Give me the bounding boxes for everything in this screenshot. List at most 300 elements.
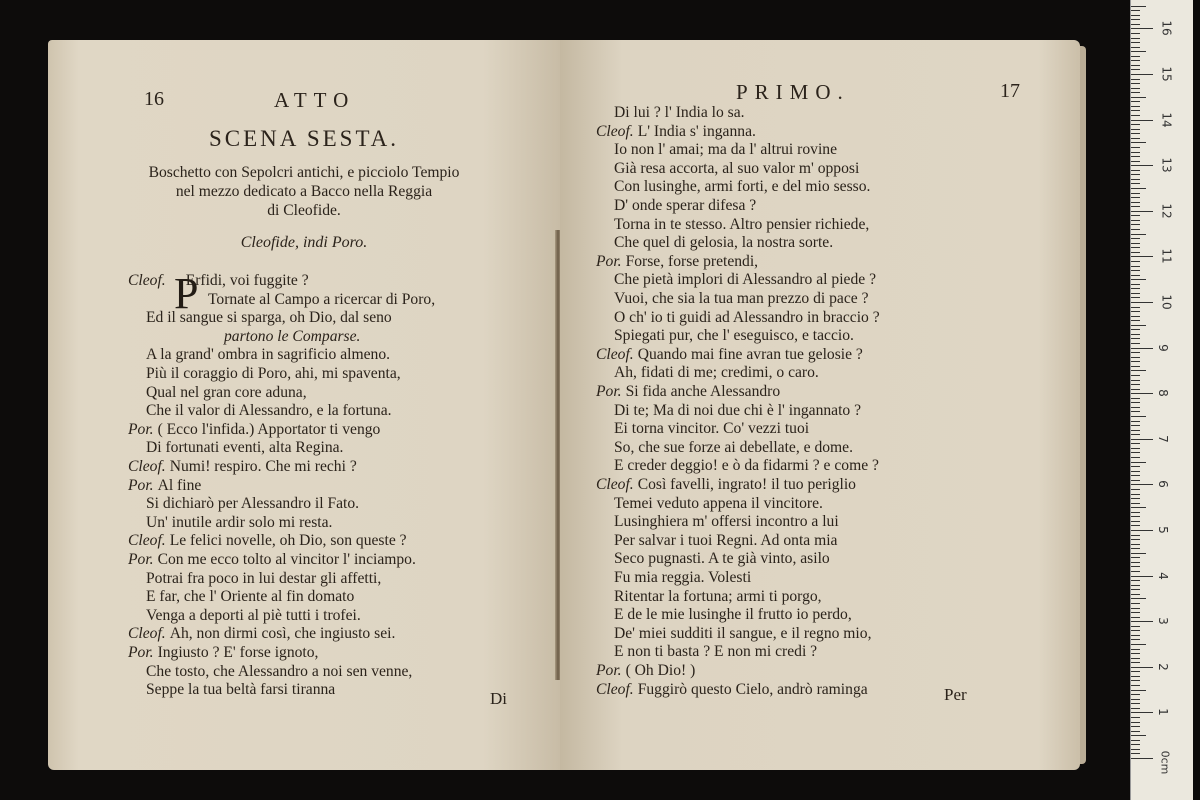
verse-text: Seco pugnasti. A te già vinto, asilo	[614, 550, 830, 568]
ruler-number: 2	[1155, 662, 1170, 671]
ruler-tick	[1131, 366, 1140, 367]
left-verse-line	[128, 495, 359, 514]
left-verse-line	[128, 458, 357, 477]
verse-text: Ah, fidati di me; credimi, o caro.	[614, 364, 819, 382]
left-verse-line	[128, 625, 395, 644]
ruler-tick	[1131, 348, 1153, 349]
ruler-tick	[1131, 106, 1140, 107]
ruler-tick	[1131, 56, 1140, 57]
ruler-tick	[1131, 544, 1140, 545]
ruler-tick	[1131, 699, 1140, 700]
scene-title: SCENA SESTA.	[208, 126, 400, 151]
right-verse-line	[596, 346, 863, 365]
verse-text: Tornate al Campo a ricercar di Poro,	[208, 290, 436, 308]
right-verse-line	[596, 643, 817, 662]
ruler-tick	[1131, 202, 1140, 203]
left-verse-line	[128, 514, 332, 533]
ruler-tick	[1131, 580, 1140, 581]
character-list: Cleofide, indi Poro.	[240, 234, 368, 251]
ruler-tick	[1131, 525, 1140, 526]
speaker-label: Cleof.	[128, 458, 166, 475]
left-verse-line	[128, 663, 412, 682]
ruler-tick	[1131, 24, 1140, 25]
verse-text: Venga a deporti al piè tutti i trofei.	[146, 606, 361, 624]
stage-direction-line-2: nel mezzo dedicato a Bacco nella Reggia	[175, 183, 433, 200]
right-verse-line	[596, 383, 780, 402]
ruler-tick	[1131, 110, 1140, 111]
ruler-tick	[1131, 425, 1140, 426]
right-verse-line	[596, 457, 879, 476]
ruler-tick	[1131, 411, 1140, 412]
ruler-tick	[1131, 252, 1140, 253]
verse-text: Di fortunati eventi, alta Regina.	[146, 439, 344, 457]
right-verse-line	[596, 271, 876, 290]
ruler-number: 8	[1155, 389, 1170, 398]
ruler-tick	[1131, 603, 1140, 604]
ruler-tick	[1131, 120, 1153, 121]
verse-text: Per salvar i tuoi Regni. Ad onta mia	[614, 531, 838, 549]
right-verse-line	[596, 123, 756, 142]
ruler-tick	[1131, 261, 1140, 262]
verse-text: Di lui ? l' India lo sa.	[614, 104, 745, 121]
ruler-tick	[1131, 334, 1140, 335]
ruler-tick	[1131, 439, 1153, 440]
verse-text: E creder deggio! e ò da fidarmi ? e come ?	[614, 457, 879, 475]
verse-text: Di te; Ma di noi due chi è l' ingannato ?	[614, 401, 862, 419]
ruler-tick	[1131, 170, 1140, 171]
ruler-tick	[1131, 635, 1140, 636]
left-verse-line	[128, 588, 354, 607]
left-verse-line	[128, 439, 343, 458]
ruler-tick	[1131, 507, 1146, 508]
ruler-tick	[1131, 498, 1140, 499]
ruler-tick	[1131, 662, 1140, 663]
ruler-tick	[1131, 19, 1140, 20]
ruler-tick	[1131, 589, 1140, 590]
ruler-tick	[1131, 270, 1140, 271]
speaker-label: Por.	[128, 551, 154, 568]
speaker-label: Cleof.	[128, 625, 166, 643]
ruler-tick	[1131, 402, 1140, 403]
ruler-tick	[1131, 384, 1140, 385]
ruler-tick	[1131, 42, 1140, 43]
right-verse-line	[596, 197, 756, 216]
speaker-label: Cleof.	[596, 680, 634, 698]
left-page	[48, 40, 560, 770]
verse-text: Ah, non dirmi così, che ingiusto sei.	[169, 625, 396, 643]
speaker-label: Por.	[128, 644, 154, 661]
ruler-tick	[1131, 60, 1140, 61]
ruler-tick	[1131, 247, 1140, 248]
ruler-number: 13	[1159, 157, 1174, 173]
ruler-tick	[1131, 557, 1140, 558]
catchword-right: Per	[944, 685, 967, 704]
ruler-tick	[1131, 211, 1153, 212]
right-verse-line	[596, 495, 823, 514]
ruler-tick	[1131, 6, 1146, 7]
ruler-tick	[1131, 343, 1140, 344]
ruler-tick	[1131, 188, 1146, 189]
left-verse-line	[128, 570, 381, 589]
ruler-tick	[1131, 430, 1140, 431]
verse-text: So, che sue forze ai debellate, e dome.	[614, 438, 854, 456]
verse-text: Ed il sangue si sparga, oh Dio, dal seno	[146, 309, 392, 327]
ruler-tick	[1131, 407, 1140, 408]
ruler-number: 15	[1159, 66, 1174, 82]
ruler-tick	[1131, 680, 1140, 681]
verse-text: Forse, forse pretendi,	[625, 252, 759, 270]
ruler-tick	[1131, 293, 1140, 294]
ruler-number: 1	[1155, 708, 1170, 717]
right-verse-line	[596, 327, 854, 346]
left-verse-line	[128, 346, 390, 365]
left-verse-line	[128, 309, 392, 328]
speaker-label: Por.	[128, 420, 154, 438]
ruler-tick	[1131, 612, 1140, 613]
ruler-tick	[1131, 174, 1140, 175]
ruler-tick	[1131, 124, 1140, 125]
verse-text: Vuoi, che sia la tua man prezzo di pace ?	[614, 290, 869, 307]
left-verse-line	[128, 291, 435, 310]
verse-text: Le felici novelle, oh Dio, son queste ?	[169, 532, 407, 550]
ruler-tick	[1131, 234, 1146, 235]
right-verse-line	[596, 141, 837, 160]
left-verse-line	[128, 328, 360, 347]
ruler-tick	[1131, 621, 1153, 622]
ruler-tick	[1131, 475, 1140, 476]
ruler-tick	[1131, 197, 1140, 198]
ruler-tick	[1131, 462, 1146, 463]
ruler-tick	[1131, 370, 1146, 371]
ruler-tick	[1131, 10, 1140, 11]
ruler-tick	[1131, 179, 1140, 180]
right-verse-line	[596, 625, 871, 644]
ruler-tick	[1131, 562, 1140, 563]
ruler-tick	[1131, 297, 1140, 298]
speaker-label: Por.	[596, 662, 622, 679]
ruler-tick	[1131, 97, 1146, 98]
ruler-number: 12	[1159, 203, 1174, 219]
ruler-tick	[1131, 521, 1140, 522]
ruler-tick	[1131, 338, 1140, 339]
ruler-tick	[1131, 65, 1140, 66]
right-verse-line	[596, 569, 751, 588]
speaker-label: Cleof.	[596, 476, 634, 493]
verse-text: Seppe la tua beltà farsi tiranna	[146, 681, 336, 699]
ruler-tick	[1131, 361, 1140, 362]
ruler-tick	[1131, 183, 1140, 184]
ruler-tick	[1131, 47, 1140, 48]
right-verse-line	[596, 513, 839, 532]
right-verse-line	[596, 216, 869, 235]
verse-text: Qual nel gran core aduna,	[146, 383, 307, 401]
ruler-tick	[1131, 275, 1140, 276]
ruler-tick	[1131, 224, 1140, 225]
ruler-tick	[1131, 284, 1140, 285]
right-verse-line	[596, 402, 861, 421]
ruler-tick	[1131, 758, 1153, 759]
ruler-tick	[1131, 617, 1140, 618]
ruler-tick	[1131, 630, 1140, 631]
verse-text: Con me ecco tolto al vincitor l' inciampo.	[157, 551, 416, 568]
verse-text: Erfidi, voi fuggite ?	[185, 272, 309, 289]
ruler-tick	[1131, 279, 1146, 280]
ruler-tick	[1131, 471, 1140, 472]
right-verse-line	[596, 364, 819, 383]
ruler-tick	[1131, 594, 1140, 595]
verse-text: O ch' io ti guidi ad Alessandro in braccio ?	[614, 308, 880, 326]
ruler-tick	[1131, 717, 1140, 718]
ruler-number: 16	[1159, 20, 1174, 37]
ruler-tick	[1131, 38, 1140, 39]
ruler-tick	[1131, 352, 1140, 353]
ruler-tick	[1131, 311, 1140, 312]
page-number-right: 17	[1000, 80, 1020, 102]
ruler-tick	[1131, 416, 1146, 417]
verse-text: Torna in te stesso. Altro pensier richiede,	[614, 215, 870, 233]
ruler-tick	[1131, 480, 1140, 481]
right-verse-line	[596, 588, 822, 607]
ruler-tick	[1131, 749, 1140, 750]
ruler-tick	[1131, 156, 1140, 157]
ruler-tick	[1131, 238, 1140, 239]
ruler-tick	[1131, 74, 1153, 75]
verse-text: A la grand' ombra in sagrificio almeno.	[146, 346, 391, 364]
ruler-tick	[1131, 320, 1140, 321]
ruler-tick	[1131, 220, 1140, 221]
speaker-label: Cleof.	[128, 272, 166, 289]
verse-text: ( Oh Dio! )	[625, 662, 696, 679]
ruler-tick	[1131, 389, 1140, 390]
measuring-ruler	[1130, 0, 1193, 800]
left-verse-line	[128, 272, 309, 291]
right-verse-line	[596, 309, 880, 328]
speaker-label: Cleof.	[596, 345, 634, 363]
running-head-right: PRIMO.	[736, 80, 850, 104]
ruler-tick	[1131, 694, 1140, 695]
ruler-tick	[1131, 92, 1140, 93]
ruler-tick	[1131, 571, 1140, 572]
ruler-tick	[1131, 69, 1140, 70]
ruler-tick	[1131, 443, 1140, 444]
ruler-number: 4	[1155, 571, 1170, 580]
ruler-tick	[1131, 375, 1140, 376]
ruler-tick	[1131, 307, 1140, 308]
ruler-tick	[1131, 489, 1140, 490]
verse-text: L' India s' inganna.	[637, 122, 756, 140]
ruler-tick	[1131, 115, 1140, 116]
ruler-tick	[1131, 639, 1140, 640]
left-verse-line	[128, 644, 318, 663]
catchword-left: Di	[490, 689, 507, 708]
stage-direction-line-1: Boschetto con Sepolcri antichi, e picciolo Tempio	[148, 164, 460, 181]
left-verse-line	[128, 681, 335, 700]
right-verse-line	[596, 234, 833, 253]
ruler-tick	[1131, 325, 1146, 326]
right-verse-line	[596, 290, 869, 309]
right-verse-line	[596, 439, 853, 458]
ruler-tick	[1131, 626, 1140, 627]
ruler-number: 14	[1159, 111, 1174, 128]
verse-text: partono le Comparse.	[224, 327, 361, 345]
right-verse-line	[596, 606, 852, 625]
left-verse-line	[128, 384, 307, 403]
ruler-tick	[1131, 152, 1140, 153]
ruler-tick	[1131, 15, 1140, 16]
ruler-tick	[1131, 535, 1140, 536]
ruler-tick	[1131, 302, 1153, 303]
verse-text: Che tosto, che Alessandro a noi sen venne,	[146, 662, 413, 680]
page-number-left: 16	[144, 88, 164, 110]
verse-text: Che il valor di Alessandro, e la fortuna.	[146, 402, 392, 420]
verse-text: Potrai fra poco in lui destar gli affetti,	[146, 569, 382, 587]
right-verse-line	[596, 104, 745, 123]
ruler-tick	[1131, 548, 1140, 549]
ruler-number: 11	[1159, 248, 1174, 265]
ruler-tick	[1131, 744, 1140, 745]
ruler-tick	[1131, 142, 1146, 143]
ruler-tick	[1131, 206, 1140, 207]
right-verse-line	[596, 160, 859, 179]
right-verse-line	[596, 662, 695, 681]
ruler-number: 6	[1155, 480, 1170, 489]
ruler-tick	[1131, 671, 1140, 672]
right-verse-line	[596, 253, 758, 272]
ruler-tick	[1131, 133, 1140, 134]
ruler-tick	[1131, 494, 1140, 495]
verse-text: Io non l' amai; ma da l' altrui rovine	[614, 141, 838, 159]
ruler-tick	[1131, 753, 1140, 754]
left-verse-line	[128, 365, 401, 384]
verse-text: Che quel di gelosia, la nostra sorte.	[614, 234, 834, 252]
ruler-tick	[1131, 608, 1140, 609]
ruler-tick	[1131, 101, 1140, 102]
ruler-tick	[1131, 147, 1140, 148]
verse-text: E de le mie lusinghe il frutto io perdo,	[614, 606, 852, 624]
ruler-tick	[1131, 256, 1153, 257]
right-verse-line	[596, 532, 837, 551]
ruler-number: 9	[1155, 343, 1170, 352]
right-verse-line	[596, 550, 830, 569]
left-verse-line	[128, 551, 416, 570]
ruler-tick	[1131, 329, 1140, 330]
ruler-tick	[1131, 653, 1140, 654]
verse-text: D' onde sperar difesa ?	[614, 197, 757, 214]
speaker-label: Por.	[596, 252, 622, 270]
right-verse-line	[596, 476, 856, 495]
verse-text: Un' inutile ardir solo mi resta.	[146, 513, 333, 531]
ruler-tick	[1131, 452, 1140, 453]
ruler-tick	[1131, 266, 1140, 267]
ruler-tick	[1131, 644, 1146, 645]
ruler-tick	[1131, 685, 1140, 686]
verse-text: Così favelli, ingrato! il tuo periglio	[637, 476, 856, 493]
left-verse-line	[128, 402, 392, 421]
ruler-tick	[1131, 288, 1140, 289]
ruler-tick	[1131, 215, 1140, 216]
ruler-tick	[1131, 585, 1140, 586]
drop-cap: P	[174, 269, 199, 318]
ruler-tick	[1131, 516, 1140, 517]
right-verse-line	[596, 178, 870, 197]
ruler-tick	[1131, 726, 1140, 727]
verse-text: Lusinghiera m' offersi incontro a lui	[614, 513, 839, 531]
running-head-left: ATTO	[274, 88, 356, 112]
verse-text: Ritentar la fortuna; armi ti porgo,	[614, 587, 822, 605]
ruler-tick	[1131, 448, 1140, 449]
ruler-tick	[1131, 530, 1153, 531]
ruler-tick	[1131, 165, 1153, 166]
verse-text: Spiegati pur, che l' eseguisco, e taccio.	[614, 327, 854, 345]
ruler-number: 7	[1155, 434, 1170, 443]
ruler-number: 10	[1159, 294, 1174, 310]
verse-text: Che pietà implori di Alessandro al piede ?	[614, 271, 876, 289]
ruler-tick	[1131, 243, 1140, 244]
ruler-tick	[1131, 740, 1140, 741]
ruler-tick	[1131, 690, 1146, 691]
ruler-tick	[1131, 466, 1140, 467]
ruler-tick	[1131, 33, 1140, 34]
right-verse-line	[596, 681, 868, 700]
verse-text: Con lusinghe, armi forti, e del mio sesso.	[614, 178, 871, 196]
ruler-tick	[1131, 649, 1140, 650]
ruler-tick	[1131, 28, 1153, 29]
ruler-tick	[1131, 229, 1140, 230]
ruler-tick	[1131, 566, 1140, 567]
verse-text: Si dichiarò per Alessandro il Fato.	[146, 495, 360, 513]
ruler-tick	[1131, 731, 1140, 732]
speaker-label: Por.	[128, 476, 154, 494]
verse-text: Quando mai fine avran tue gelosie ?	[637, 345, 863, 363]
ruler-tick	[1131, 503, 1140, 504]
ruler-tick	[1131, 576, 1153, 577]
ruler-tick	[1131, 316, 1140, 317]
ruler-number: 5	[1155, 526, 1170, 534]
ruler-tick	[1131, 193, 1140, 194]
verse-text: Temei veduto appena il vincitore.	[614, 494, 823, 512]
left-verse-line	[128, 532, 407, 551]
ruler-tick	[1131, 88, 1140, 89]
left-verse-line	[128, 421, 380, 440]
left-verse-line	[128, 477, 201, 496]
verse-text: Più il coraggio di Poro, ahi, mi spaventa,	[146, 365, 401, 382]
verse-text: Fuggirò questo Cielo, andrò raminga	[637, 680, 868, 698]
ruler-tick	[1131, 51, 1146, 52]
verse-text: E far, che l' Oriente al fin domato	[146, 588, 355, 606]
ruler-tick	[1131, 553, 1146, 554]
ruler-tick	[1131, 393, 1153, 394]
verse-text: Si fida anche Alessandro	[625, 383, 781, 400]
ruler-tick	[1131, 457, 1140, 458]
left-verse-line	[128, 607, 361, 626]
ruler-tick	[1131, 708, 1140, 709]
speaker-label: Cleof.	[128, 532, 166, 550]
ruler-tick	[1131, 512, 1140, 513]
ruler-tick	[1131, 83, 1140, 84]
verse-text: Già resa accorta, al suo valor m' opposi	[614, 159, 860, 177]
ruler-tick	[1131, 667, 1153, 668]
ruler-tick	[1131, 421, 1140, 422]
ruler-tick	[1131, 138, 1140, 139]
verse-text: ( Ecco l'infida.) Apportator ti vengo	[157, 420, 381, 438]
ruler-tick	[1131, 380, 1140, 381]
right-verse-line	[596, 420, 809, 439]
speaker-label: Cleof.	[596, 122, 634, 140]
ruler-unit-label: 0cm	[1158, 750, 1172, 775]
verse-text: Numi! respiro. Che mi rechi ?	[169, 458, 357, 475]
verse-text: Fu mia reggia. Volesti	[614, 569, 752, 586]
ruler-tick	[1131, 129, 1140, 130]
